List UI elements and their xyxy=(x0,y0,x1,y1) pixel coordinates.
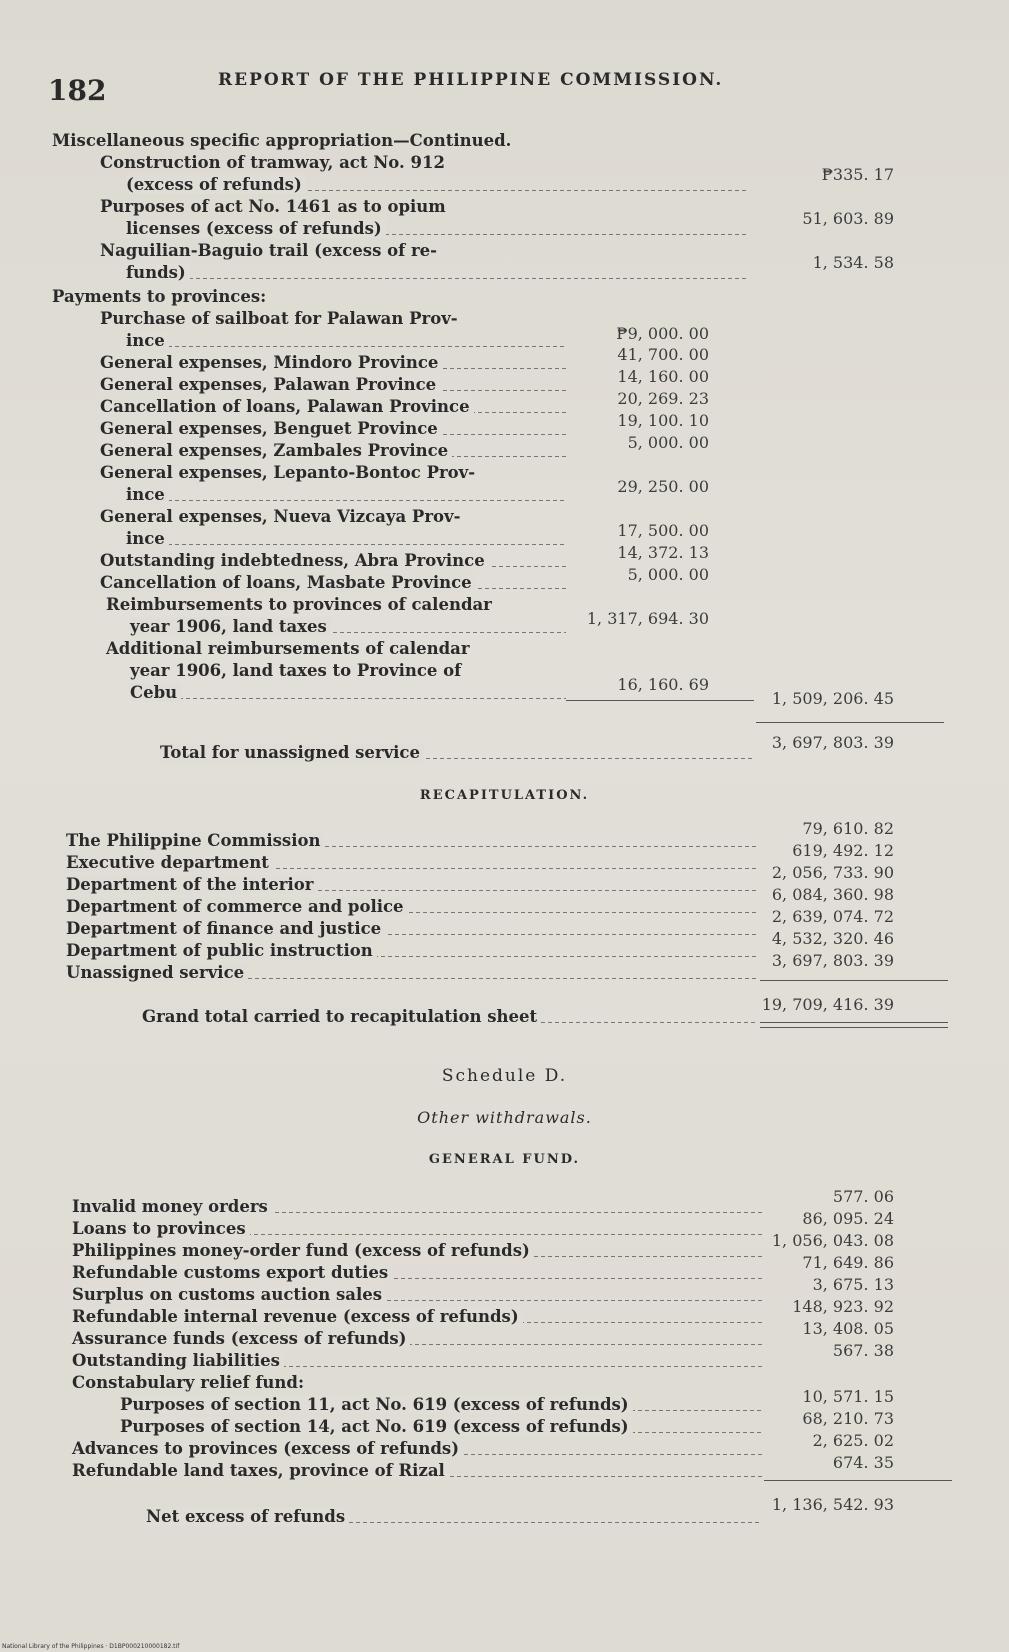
payment-5-amount: 19, 100. 10 xyxy=(617,411,709,430)
payment-12-amount: 16, 160. 69 xyxy=(617,675,709,694)
payment-1-amount: ₱9, 000. 00 xyxy=(616,324,709,343)
misc-item-3-line-1: Naguilian-Baguio trail (excess of re- xyxy=(100,241,438,260)
fund-amount-1: 577. 06 xyxy=(832,1187,894,1206)
net-excess-label: Net excess of refunds xyxy=(146,1506,762,1528)
fund-item-7: Assurance funds (excess of refunds) xyxy=(72,1328,762,1350)
fund-amount-5: 3, 675. 13 xyxy=(812,1275,894,1294)
misc-item-1-amount: ₱335. 17 xyxy=(821,165,894,184)
fund-item-5: Surplus on customs auction sales xyxy=(72,1284,762,1306)
fund-amount-4: 71, 649. 86 xyxy=(802,1253,894,1272)
fund-heading: GENERAL FUND. xyxy=(428,1152,581,1167)
misc-item-3-line-2: funds) xyxy=(126,262,748,284)
payment-2-label: General expenses, Mindoro Province xyxy=(100,352,566,374)
fund-item-3: Philippines money-order fund (excess of refunds) xyxy=(72,1240,762,1262)
recap-heading: RECAPITULATION. xyxy=(419,788,590,803)
payment-1-line-1: Purchase of sailboat for Palawan Prov- xyxy=(100,309,458,328)
payment-12-line-3: Cebu xyxy=(130,682,566,704)
fund-item-9: Advances to provinces (excess of refunds) xyxy=(72,1438,762,1460)
total-rule xyxy=(756,722,944,723)
recap-item-3: Department of the interior xyxy=(66,874,756,896)
payment-7-line-2: ince xyxy=(126,484,566,506)
misc-item-2-line-2: licenses (excess of refunds) xyxy=(126,218,748,240)
payment-4-label: Cancellation of loans, Palawan Province xyxy=(100,396,566,418)
payment-11-line-2: year 1906, land taxes xyxy=(130,616,566,638)
misc-item-2-line-1: Purposes of act No. 1461 as to opium xyxy=(100,197,446,216)
constabulary-item-1: Purposes of section 11, act No. 619 (excess of refunds) xyxy=(120,1394,762,1416)
payments-heading: Payments to provinces: xyxy=(52,287,267,306)
recap-item-4: Department of commerce and police xyxy=(66,896,756,918)
recap-item-7: Unassigned service xyxy=(66,962,756,984)
fund-amount-2: 86, 095. 24 xyxy=(802,1209,894,1228)
misc-item-1-line-2: (excess of refunds) xyxy=(126,174,748,196)
payment-4-amount: 20, 269. 23 xyxy=(617,389,709,408)
payment-9-amount: 14, 372. 13 xyxy=(617,543,709,562)
grand-total-amount: 19, 709, 416. 39 xyxy=(761,995,894,1014)
fund-amount-7: 13, 408. 05 xyxy=(802,1319,894,1338)
payment-7-line-1: General expenses, Lepanto-Bontoc Prov- xyxy=(100,463,476,482)
net-excess-amount: 1, 136, 542. 93 xyxy=(771,1495,894,1514)
fund-amount-3: 1, 056, 043. 08 xyxy=(771,1231,894,1250)
grand-total-double-rule xyxy=(760,1022,948,1028)
subtotal-rule xyxy=(566,700,754,701)
payment-10-amount: 5, 000. 00 xyxy=(627,565,709,584)
recap-item-5: Department of finance and justice xyxy=(66,918,756,940)
page-number: 182 xyxy=(48,74,107,107)
payment-1-line-2: ince xyxy=(126,330,566,352)
payment-6-label: General expenses, Zambales Province xyxy=(100,440,566,462)
fund-item-10: Refundable land taxes, province of Rizal xyxy=(72,1460,762,1482)
fund-amount-8: 567. 38 xyxy=(832,1341,894,1360)
recap-amount-4: 6, 084, 360. 98 xyxy=(771,885,894,904)
constabulary-amount-1: 10, 571. 15 xyxy=(802,1387,894,1406)
payment-8-amount: 17, 500. 00 xyxy=(617,521,709,540)
net-rule xyxy=(764,1480,952,1481)
payment-7-amount: 29, 250. 00 xyxy=(617,477,709,496)
recap-amount-6: 4, 532, 320. 46 xyxy=(771,929,894,948)
constabulary-amount-2: 68, 210. 73 xyxy=(802,1409,894,1428)
recap-amount-7: 3, 697, 803. 39 xyxy=(771,951,894,970)
grand-total-label: Grand total carried to recapitulation sheet xyxy=(142,1006,756,1028)
fund-item-8: Outstanding liabilities xyxy=(72,1350,762,1372)
fund-item-4: Refundable customs export duties xyxy=(72,1262,762,1284)
recap-amount-5: 2, 639, 074. 72 xyxy=(771,907,894,926)
recap-amount-3: 2, 056, 733. 90 xyxy=(771,863,894,882)
recap-item-1: The Philippine Commission xyxy=(66,830,756,852)
payment-11-amount: 1, 317, 694. 30 xyxy=(586,609,709,628)
payment-12-line-2: year 1906, land taxes to Province of xyxy=(130,661,462,680)
misc-item-3-amount: 1, 534. 58 xyxy=(812,253,894,272)
recap-item-2: Executive department xyxy=(66,852,756,874)
fund-amount-9: 2, 625. 02 xyxy=(812,1431,894,1450)
recap-rule xyxy=(760,980,948,981)
payment-10-label: Cancellation of loans, Masbate Province xyxy=(100,572,566,594)
schedule-title: Schedule D. xyxy=(441,1066,568,1086)
payments-total: 1, 509, 206. 45 xyxy=(771,689,894,708)
payment-2-amount: 41, 700. 00 xyxy=(617,345,709,364)
schedule-subtitle: Other withdrawals. xyxy=(417,1108,592,1127)
fund-item-6: Refundable internal revenue (excess of refunds) xyxy=(72,1306,762,1328)
unassigned-total-label: Total for unassigned service xyxy=(160,742,754,764)
recap-item-6: Department of public instruction xyxy=(66,940,756,962)
payment-6-amount: 5, 000. 00 xyxy=(627,433,709,452)
payment-12-line-1: Additional reimbursements of calendar xyxy=(106,639,470,658)
fund-amount-6: 148, 923. 92 xyxy=(792,1297,894,1316)
unassigned-total-amount: 3, 697, 803. 39 xyxy=(771,733,894,752)
constabulary-heading: Constabulary relief fund: xyxy=(72,1373,305,1392)
payment-9-label: Outstanding indebtedness, Abra Province xyxy=(100,550,566,572)
scan-footer: National Library of the Philippines · D1BP000210000182.tif xyxy=(2,1643,180,1650)
payment-3-label: General expenses, Palawan Province xyxy=(100,374,566,396)
misc-item-1-line-1: Construction of tramway, act No. 912 xyxy=(100,153,445,172)
payment-5-label: General expenses, Benguet Province xyxy=(100,418,566,440)
misc-item-2-amount: 51, 603. 89 xyxy=(802,209,894,228)
payment-8-line-2: ince xyxy=(126,528,566,550)
payment-11-line-1: Reimbursements to provinces of calendar xyxy=(106,595,492,614)
misc-heading: Miscellaneous specific appropriation—Continued. xyxy=(52,131,512,150)
fund-item-2: Loans to provinces xyxy=(72,1218,762,1240)
recap-amount-1: 79, 610. 82 xyxy=(802,819,894,838)
fund-amount-10: 674. 35 xyxy=(832,1453,894,1472)
running-head: REPORT OF THE PHILIPPINE COMMISSION. xyxy=(218,70,724,90)
recap-amount-2: 619, 492. 12 xyxy=(792,841,894,860)
fund-item-1: Invalid money orders xyxy=(72,1196,762,1218)
payment-8-line-1: General expenses, Nueva Vizcaya Prov- xyxy=(100,507,461,526)
payment-3-amount: 14, 160. 00 xyxy=(617,367,709,386)
constabulary-item-2: Purposes of section 14, act No. 619 (excess of refunds) xyxy=(120,1416,762,1438)
